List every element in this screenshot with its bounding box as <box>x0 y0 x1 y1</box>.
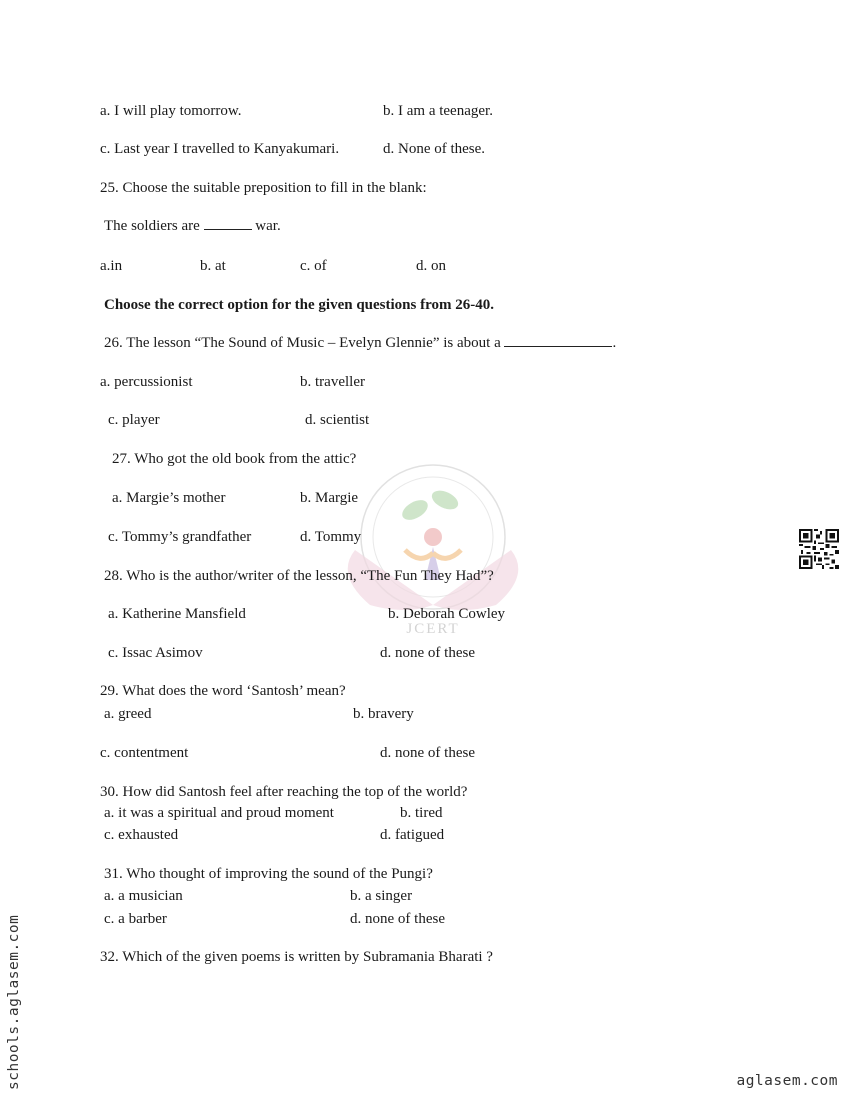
side-url-watermark: schools.aglasem.com <box>6 914 22 1090</box>
q26-question: 26. The lesson “The Sound of Music – Evelyn Glennie” is about a . <box>104 335 617 351</box>
q30-option-c: c. exhausted <box>104 827 179 843</box>
q31-option-b: b. a singer <box>350 888 413 904</box>
q26-option-a: a. percussionist <box>100 374 193 390</box>
q26-option-b: b. traveller <box>300 374 365 390</box>
q31-question: 31. Who thought of improving the sound of the Pungi? <box>104 866 433 882</box>
footer-url: aglasem.com <box>736 1073 838 1089</box>
q29-option-d: d. none of these <box>380 745 475 761</box>
q25-option-a: a.in <box>100 258 123 274</box>
q25-sentence-pre: The soldiers are <box>104 218 200 234</box>
q26-option-c: c. player <box>108 412 160 428</box>
q28-option-d: d. none of these <box>380 645 475 661</box>
q29-option-c: c. contentment <box>100 745 189 761</box>
q31-option-a: a. a musician <box>104 888 183 904</box>
q29-question: 29. What does the word ‘Santosh’ mean? <box>100 683 346 699</box>
q25-sentence-post: war. <box>255 218 281 234</box>
q30-option-a: a. it was a spiritual and proud moment <box>104 805 334 821</box>
q27-option-b: b. Margie <box>300 490 359 506</box>
q26-question-text: 26. The lesson “The Sound of Music – Evelyn Glennie” is about a <box>104 335 501 351</box>
q30-option-b: b. tired <box>400 805 443 821</box>
q25-option-c: c. of <box>300 258 327 274</box>
q27-option-a: a. Margie’s mother <box>112 490 226 506</box>
q27-question: 27. Who got the old book from the attic? <box>112 451 357 467</box>
q25-option-d: d. on <box>416 258 446 274</box>
q32-question: 32. Which of the given poems is written by Subramania Bharati ? <box>100 949 493 965</box>
q27-option-d: d. Tommy <box>300 529 362 545</box>
q25-question: 25. Choose the suitable preposition to fill in the blank: <box>100 180 427 196</box>
q26-option-d: d. scientist <box>305 412 370 428</box>
watermark-label: JCERT <box>406 621 460 637</box>
q24-option-d: d. None of these. <box>383 141 486 157</box>
q29-option-b: b. bravery <box>353 706 414 722</box>
q30-option-d: d. fatigued <box>380 827 445 843</box>
q24-option-a: a. I will play tomorrow. <box>100 103 242 119</box>
q28-question: 28. Who is the author/writer of the lesson, “The Fun They Had”? <box>104 568 494 584</box>
q31-option-c: c. a barber <box>104 911 167 927</box>
answer-blank <box>504 334 612 347</box>
q25-option-b: b. at <box>200 258 226 274</box>
q25-sentence <box>104 217 281 235</box>
q28-option-c: c. Issac Asimov <box>108 645 203 661</box>
q27-option-c: c. Tommy’s grandfather <box>108 529 252 545</box>
q31-option-d: d. none of these <box>350 911 445 927</box>
section-instruction: Choose the correct option for the given questions from 26-40. <box>104 297 494 313</box>
q29-option-a: a. greed <box>104 706 152 722</box>
q28-option-b: b. Deborah Cowley <box>388 606 506 622</box>
q28-option-a: a. Katherine Mansfield <box>108 606 246 622</box>
answer-blank <box>204 217 252 230</box>
q24-option-b: b. I am a teenager. <box>383 103 493 119</box>
q30-question: 30. How did Santosh feel after reaching the top of the world? <box>100 784 468 800</box>
q24-option-c: c. Last year I travelled to Kanyakumari. <box>100 141 340 157</box>
qr-code <box>799 529 839 569</box>
